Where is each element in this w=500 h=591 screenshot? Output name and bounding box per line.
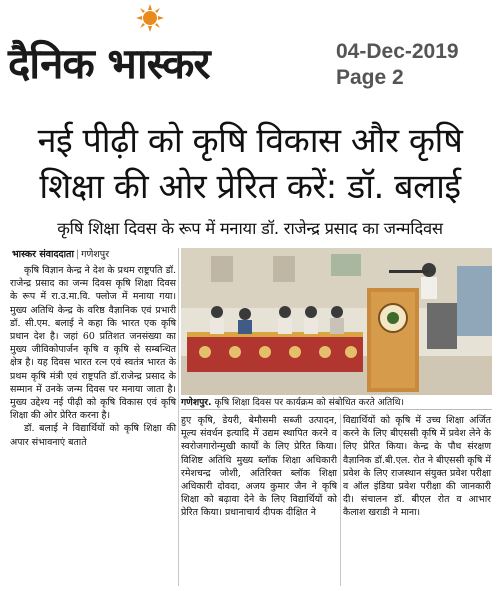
photo-caption — [181, 396, 492, 410]
article-byline: भास्कर संवाददाता | गणेशपुर — [12, 249, 110, 260]
newspaper-logo: दैनिक भास्कर — [8, 39, 210, 88]
article-column-3 — [343, 414, 491, 520]
article-paragraph-2: डॉ. बलाई ने विद्यार्थियों को कृषि शिक्षा की अपार संभावनाएं बताते — [10, 423, 176, 448]
column-divider — [340, 414, 341, 586]
column-divider — [178, 248, 179, 586]
article-subheadline: कृषि शिक्षा दिवस के रूप में मनाया डॉ. राजेन्द्र प्रसाद का जन्मदिवस — [57, 219, 443, 238]
byline-source: भास्कर संवाददाता — [12, 249, 74, 260]
article-paragraph-1: कृषि विज्ञान केन्द्र ने देश के प्रथम राष्ट्रपति डॉ. राजेन्द्र प्रसाद का जन्म दिवस कृषि शिक्षा दिवस के रूप में रा.उ.मा.वि. फ्लोज में मनाया गया। मुख्य अतिथि केन्द्र के वरिष्ठ वैज्ञानिक एवं प्रभारी डॉ. सी.एम. बलाई ने कहा कि भारत एक कृषि प्रधान देश है। जहां 60 प्रतिशत जनसंख्या का मुख्य जीविकोपार्जन कृषि व कृषि से सम्बन्धित क्षेत्र है। यह दिवस भारत रत्न एवं स्वतंत्र भारत के प्रथम कृषि मंत्री एवं राष्ट्रपति डॉ.राजेन्द्र प्रसाद के सम्मान में उनके जन्म दिवस पर मनाया जाता है। मुख्य उद्देश्य नई पीढ़ी को कृषि विकास एवं कृषि शिक्षा की ओर प्रेरित करना है। — [10, 265, 176, 422]
article-column-1 — [10, 264, 176, 449]
sun-icon — [136, 4, 164, 32]
edition-date: 04-Dec-2019 — [336, 40, 459, 63]
newspaper-masthead — [0, 0, 500, 108]
caption-place: गणेशपुर. — [181, 397, 212, 408]
article-paragraph-3: हुए कृषि, डेयरी, बेमौसमी सब्जी उत्पादन, मूल्य संवर्धन इत्यादि में उद्यम स्थापित करने व स्वरोजगारोन्मुखी कार्यों के लिए प्रेरित किया। विशिष्ट अतिथि मुख्य ब्लॉक शिक्षा अधिकारी रमेशचन्द्र जोशी, अतिरिक्त ब्लॉक शिक्षा अधिकारी दोवदा, अजय कुमार जैन ने कृषि शिक्षा को बढ़ावा देने के लिए विद्यार्थियों को प्रेरित किया। प्रधानाचार्य दीपक दीक्षित ने — [181, 415, 337, 519]
event-photo-illustration — [181, 248, 492, 395]
caption-text: कृषि शिक्षा दिवस पर कार्यक्रम को संबोधित करते अतिथि। — [214, 397, 404, 408]
article-column-2 — [181, 414, 337, 520]
article-headline: नई पीढ़ी को कृषि विकास और कृषि शिक्षा की ओर प्रेरित करें: डॉ. बलाई — [37, 121, 463, 207]
page-number: Page 2 — [336, 66, 404, 89]
article-paragraph-4: विद्यार्थियों को कृषि में उच्च शिक्षा अर्जित करने के लिए बीएससी कृषि में प्रवेश लेने के लिए प्रेरित किया। केन्द्र के पौध संरक्षण वैज्ञानिक डॉ.बी.एल. रोत ने बीएससी कृषि में प्रवेश के लिए राजस्थान संयुक्त प्रवेश परीक्षा व ऑल इंडिया प्रवेश परीक्षा की जानकारी दी। संचालन डॉ. बीएल रोत व आभार कैलाश खराडी ने माना। — [343, 415, 491, 519]
byline-place: गणेशपुर — [81, 249, 110, 260]
event-photo — [181, 248, 492, 395]
